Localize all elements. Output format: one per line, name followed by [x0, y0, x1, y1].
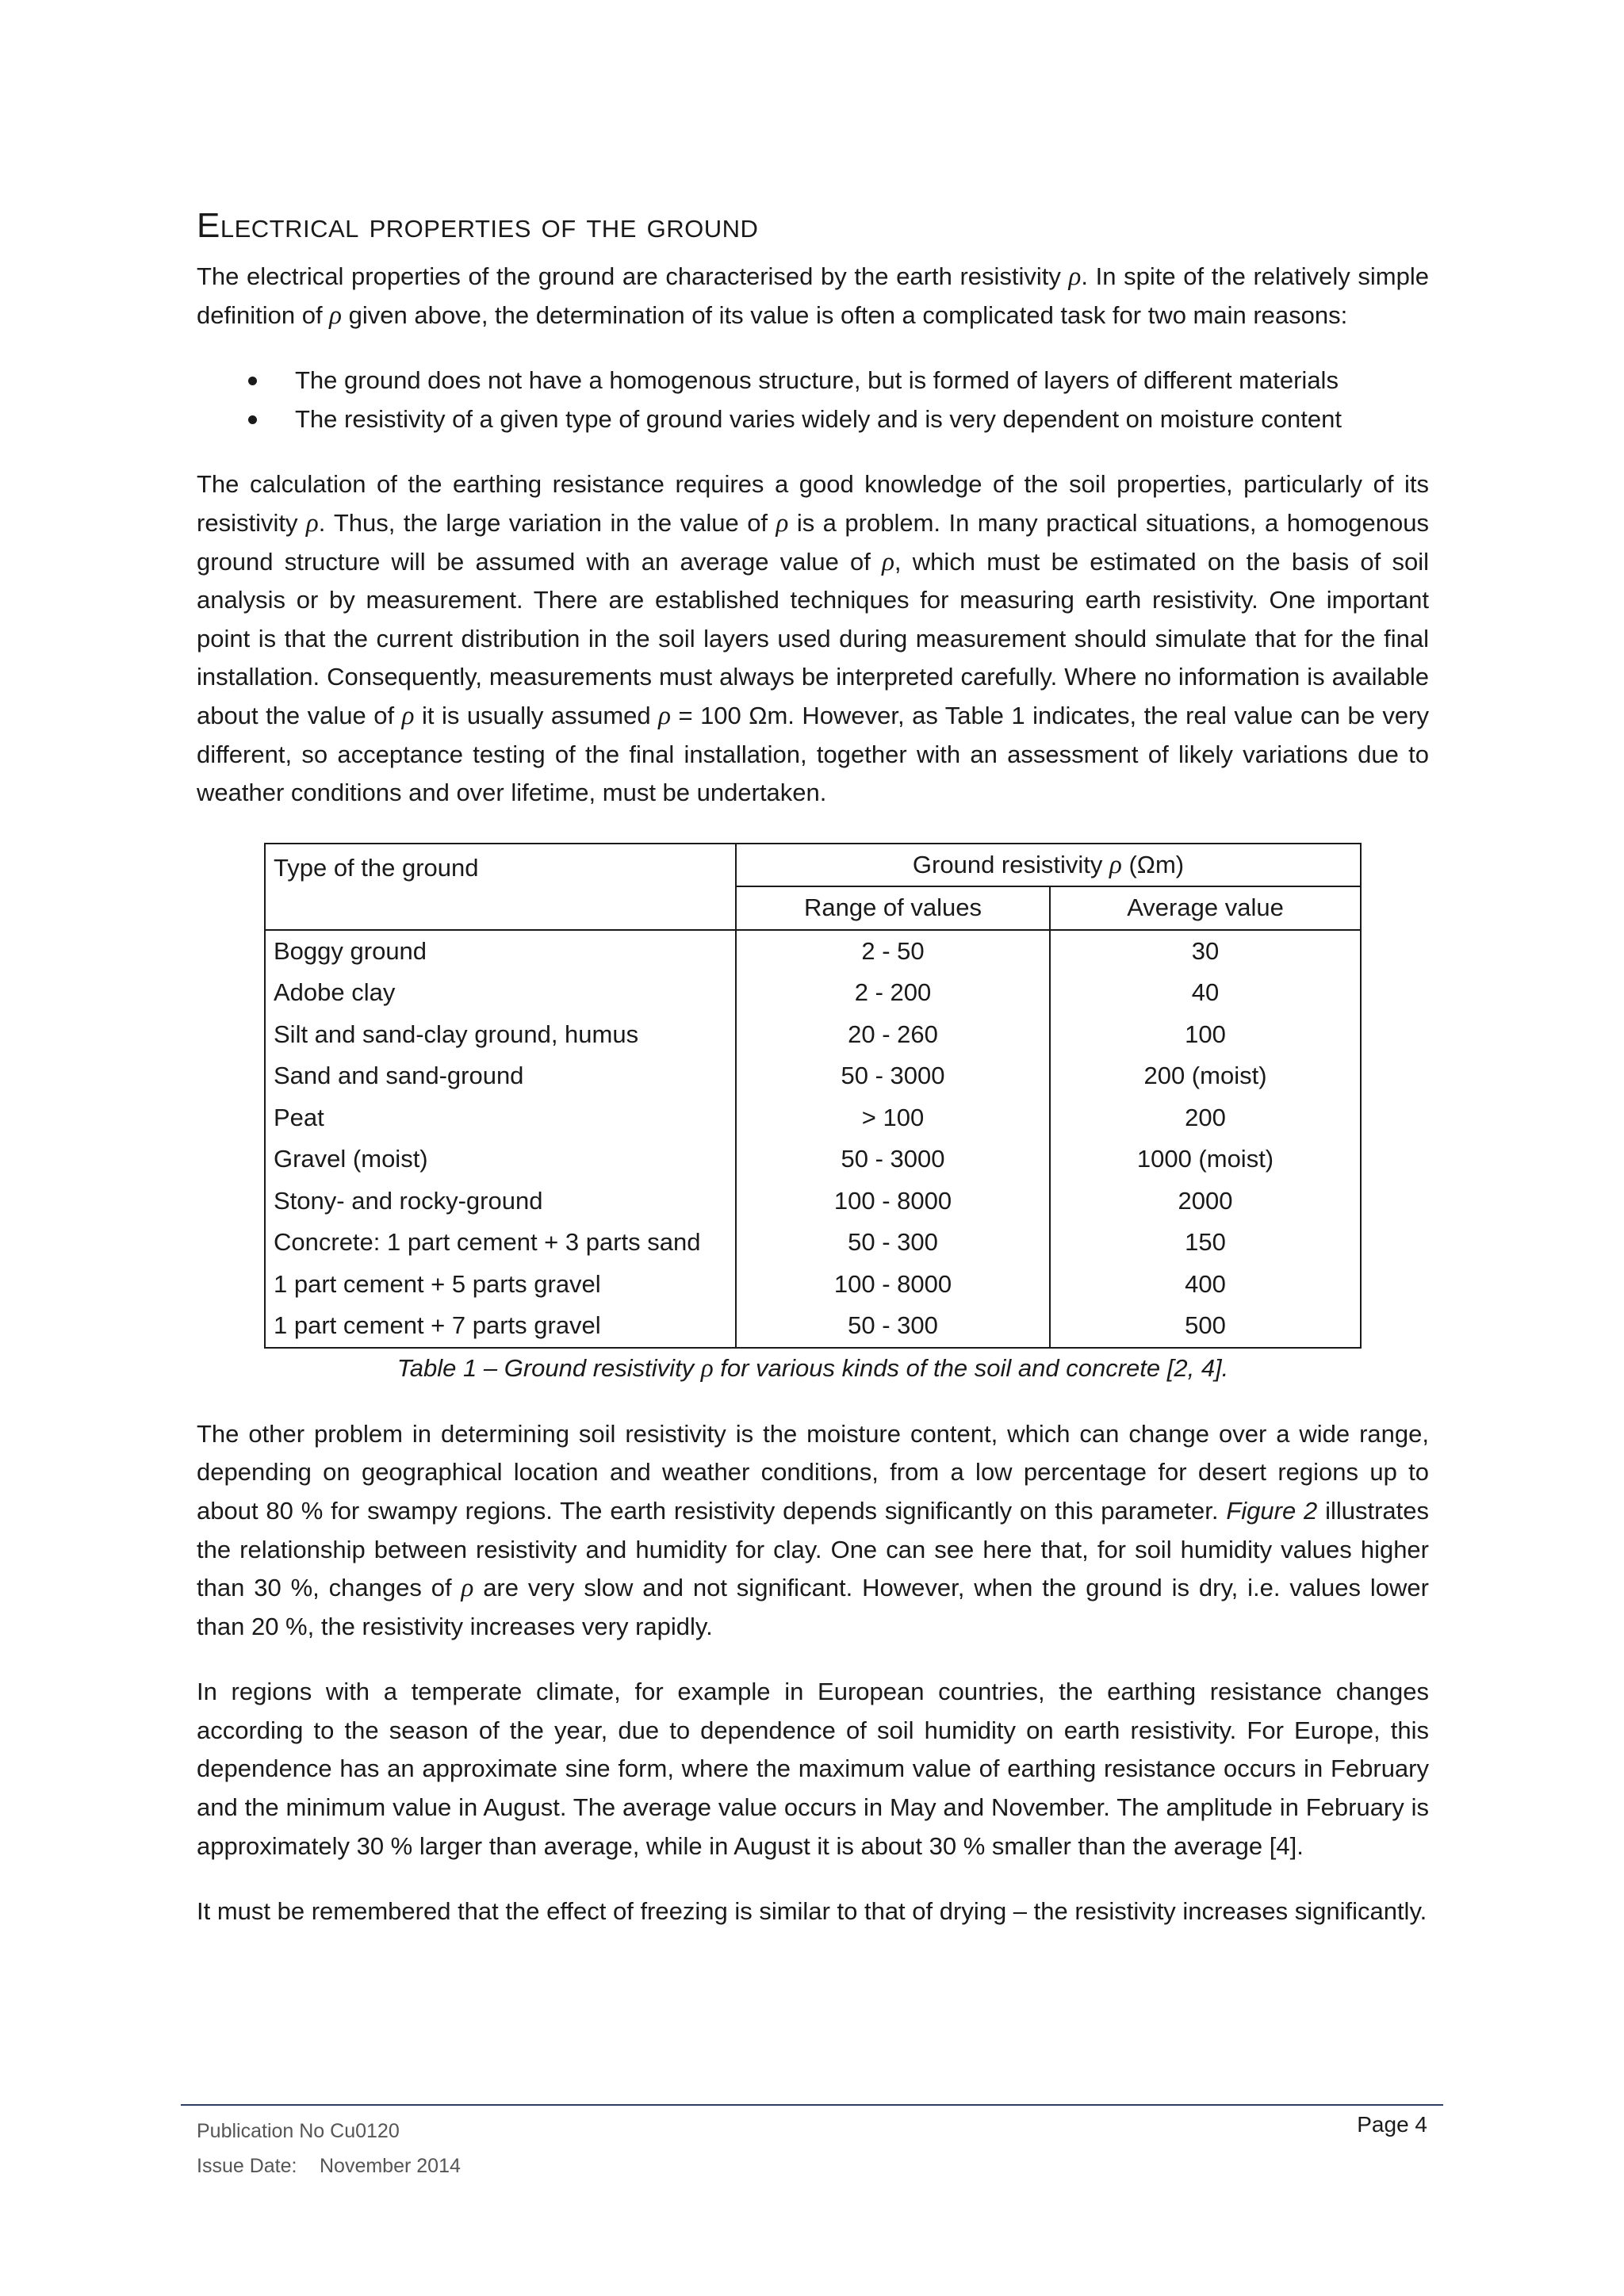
paragraph-earthing-calculation: [197, 465, 1429, 812]
rho-symbol: ρ: [776, 508, 789, 538]
table-caption: [264, 1349, 1362, 1388]
cell-average: 500: [1050, 1305, 1361, 1348]
page-content: [197, 202, 1429, 1931]
cell-type: Boggy ground: [265, 930, 736, 973]
text-run: . Thus, the large variation in the value of: [318, 508, 776, 537]
cell-average: 1000 (moist): [1050, 1138, 1361, 1181]
column-header-range: Range of values: [736, 886, 1050, 930]
list-item: [197, 362, 1429, 400]
table-row: [265, 1138, 1361, 1181]
cell-type: Peat: [265, 1097, 736, 1139]
table-row: [265, 930, 1361, 973]
cell-range: > 100: [736, 1097, 1050, 1139]
cell-type: Sand and sand-ground: [265, 1055, 736, 1097]
text-run: given above, the determination of its value is often a complicated task for two main reasons:: [342, 300, 1348, 329]
rho-symbol: ρ: [882, 547, 894, 576]
paragraph-seasonal: In regions with a temperate climate, for example in European countries, the earthing resistance changes according to the season of the year, due to dependence of soil humidity on earth resistivity. For Europe, this dependence has an approximate sine form, where the maximum value of earthing resistance occurs in February and the minimum value in August. The average value occurs in May and November. The amplitude in February is approximately 30 % larger than average, while in August it is about 30 % smaller than the average [4].: [197, 1678, 1429, 1860]
cell-average: 30: [1050, 930, 1361, 973]
paragraph-freezing: It must be remembered that the effect of freezing is similar to that of drying – the resistivity increases significantly.: [197, 1897, 1427, 1926]
table-row: [265, 1097, 1361, 1139]
footer-info: [197, 2114, 461, 2183]
list-item-text: The resistivity of a given type of ground varies widely and is very dependent on moisture content: [295, 404, 1342, 433]
rho-symbol: ρ: [461, 1574, 474, 1603]
page-number: Page 4: [1357, 2112, 1427, 2137]
bullet-icon: [248, 377, 257, 385]
cell-type: 1 part cement + 7 parts gravel: [265, 1305, 736, 1348]
bullet-icon: [248, 415, 257, 424]
list-item-text: The ground does not have a homogenous structure, but is formed of layers of different materials: [295, 366, 1339, 395]
cell-type: Silt and sand-clay ground, humus: [265, 1014, 736, 1056]
text-run: Ground resistivity: [912, 850, 1109, 878]
cell-range: 100 - 8000: [736, 1264, 1050, 1306]
table-row: [265, 1305, 1361, 1348]
cell-average: 200 (moist): [1050, 1055, 1361, 1097]
cell-type: Concrete: 1 part cement + 3 parts sand: [265, 1222, 736, 1264]
rho-symbol: ρ: [700, 1353, 714, 1383]
text-run: The electrical properties of the ground are characterised by the earth resistivity: [197, 262, 1069, 290]
issue-date-line: [197, 2149, 461, 2183]
rho-symbol: ρ: [1109, 850, 1122, 879]
footer-divider: [181, 2104, 1443, 2106]
paragraph-resistivity-intro: [197, 258, 1429, 335]
publication-number: Publication No Cu0120: [197, 2120, 400, 2142]
text-run: (Ωm): [1121, 850, 1185, 878]
text-run: The calculation of the earthing resistance requires a good knowledge of the soil properties, particularly of its resistivity: [197, 470, 1429, 537]
text-run: = 100 Ωm. However, as Table 1 indicates, the real value can be very different, so acceptance testing of the final installation, together with an assessment of likely variations due to weather conditions and over lifetime, must be undertaken.: [197, 701, 1429, 807]
text-run: it is usually assumed: [414, 701, 659, 729]
table-header-row: [265, 844, 1361, 887]
issue-date-label: Issue Date:: [197, 2155, 297, 2177]
reasons-list: [197, 362, 1429, 438]
cell-range: 100 - 8000: [736, 1181, 1050, 1223]
cell-average: 2000: [1050, 1181, 1361, 1223]
table-row: [265, 972, 1361, 1014]
rho-symbol: ρ: [305, 508, 319, 538]
rho-symbol: ρ: [1068, 262, 1082, 291]
table-row: [265, 1014, 1361, 1056]
resistivity-table-wrapper: [264, 843, 1362, 1388]
text-run: The other problem in determining soil resistivity is the moisture content, which can change over a wide range, depending on geographical location and weather conditions, from a low percentage for desert regions up to about 80 % for swampy regions. The earth resistivity depends significantly on this parameter.: [197, 1419, 1429, 1525]
cell-average: 40: [1050, 972, 1361, 1014]
text-run: , which must be estimated on the basis of soil analysis or by measurement. There are established techniques for measuring earth resistivity. One important point is that the current distribution in the soil layers used during measurement should simulate that for the final installation. Consequently, measurements must always be interpreted carefully. Where no information is available about the value of: [197, 547, 1429, 729]
rho-symbol: ρ: [329, 300, 343, 330]
cell-average: 400: [1050, 1264, 1361, 1306]
rho-symbol: ρ: [401, 701, 415, 730]
cell-type: Gravel (moist): [265, 1138, 736, 1181]
column-header-average: Average value: [1050, 886, 1361, 930]
cell-range: 2 - 50: [736, 930, 1050, 973]
cell-average: 150: [1050, 1222, 1361, 1264]
figure-reference: Figure 2: [1226, 1496, 1318, 1525]
cell-type: 1 part cement + 5 parts gravel: [265, 1264, 736, 1306]
column-header-type: Type of the ground: [265, 844, 736, 930]
list-item: [197, 400, 1429, 439]
table-row: [265, 1181, 1361, 1223]
cell-range: 50 - 3000: [736, 1138, 1050, 1181]
text-run: for various kinds of the soil and concrete [2, 4].: [713, 1353, 1229, 1382]
table-row: [265, 1264, 1361, 1306]
paragraph-moisture: [197, 1415, 1429, 1647]
column-header-resistivity: [736, 844, 1361, 887]
cell-average: 100: [1050, 1014, 1361, 1056]
rho-symbol: ρ: [658, 701, 671, 730]
cell-type: Adobe clay: [265, 972, 736, 1014]
cell-range: 20 - 260: [736, 1014, 1050, 1056]
cell-type: Stony- and rocky-ground: [265, 1181, 736, 1223]
text-run: is a problem. In many practical situations, a homogenous ground structure will be assumed with an average value of: [197, 508, 1429, 576]
text-run: are very slow and not significant. However, when the ground is dry, i.e. values lower than 20 %, the resistivity increases very rapidly.: [197, 1574, 1429, 1640]
cell-range: 50 - 3000: [736, 1055, 1050, 1097]
cell-range: 50 - 300: [736, 1305, 1050, 1348]
text-run: illustrates the relationship between resistivity and humidity for clay. One can see here that, for soil humidity values higher than 30 %, changes of: [197, 1496, 1430, 1602]
text-run: . In spite of the relatively simple definition of: [197, 262, 1429, 329]
ground-resistivity-table: [264, 843, 1362, 1349]
text-run: Table 1 – Ground resistivity: [396, 1353, 701, 1382]
table-row: [265, 1055, 1361, 1097]
section-title: Electrical properties of the ground: [197, 206, 759, 245]
issue-date-value: November 2014: [320, 2155, 461, 2177]
cell-range: 2 - 200: [736, 972, 1050, 1014]
cell-range: 50 - 300: [736, 1222, 1050, 1264]
table-row: [265, 1222, 1361, 1264]
cell-average: 200: [1050, 1097, 1361, 1139]
